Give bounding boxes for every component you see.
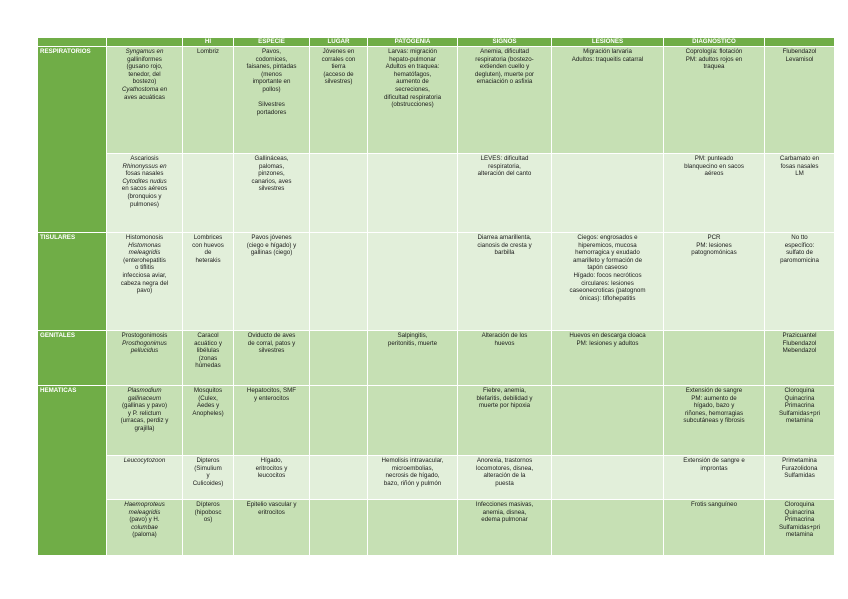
cell-line: silvestres (258, 347, 285, 355)
cell-line: hígado, bazo y (693, 402, 735, 410)
cell-line: PM: punteado (694, 155, 734, 162)
cell-line: hepato-pulmonar (389, 55, 436, 63)
cell-line: Caracol (197, 332, 219, 339)
header-cell-diagnostico: DIAGNOSTICO (664, 38, 765, 47)
tratamiento-cell (765, 386, 835, 456)
cell-line: Primetamina (782, 457, 817, 464)
diagnostico-cell (664, 456, 765, 500)
cell-line: Syngamus en (125, 48, 164, 55)
cell-line: fosas nasales (125, 170, 164, 178)
cell-line: alteración de la (483, 472, 526, 480)
especie-cell (234, 386, 310, 456)
cell-line: (hipobosc (194, 508, 222, 516)
cell-line: puesta (495, 479, 514, 487)
cell-line: Pavos, (262, 48, 281, 55)
cell-line: portadores (256, 108, 287, 116)
cell-line: tenedor, del (128, 70, 161, 78)
cell-line: faisanes, pintadas (246, 63, 297, 71)
cell-line: (enterohepatitis (123, 256, 166, 264)
cell-line: Mebendazol (782, 347, 817, 355)
cell-line: específico: (784, 241, 815, 249)
cell-line: Cytodites nudus (122, 177, 167, 185)
cell-line: Ciegos: engrosados e (577, 234, 638, 241)
cell-line: Plasmodium (127, 387, 162, 394)
cell-line: aumento de (396, 78, 429, 86)
cell-line: grajilla) (134, 424, 155, 432)
lugar-cell (310, 47, 368, 154)
table-row (38, 500, 835, 556)
cell-line: (obstrucciones) (391, 101, 434, 109)
cell-line: Salpingitis, (397, 332, 428, 339)
cell-line: No tto (791, 234, 808, 241)
header-cell-especie: ESPECIE (234, 38, 310, 47)
table-row (38, 47, 835, 154)
cell-line: Sulfamidas+pri (778, 409, 821, 417)
cell-line: (acceso de (323, 70, 354, 78)
patogenia-cell (368, 500, 458, 556)
cell-line: húmedas (195, 362, 221, 370)
cell-line: Anemia, dificultad (480, 48, 529, 55)
patogenia-cell (368, 154, 458, 233)
cell-line: Haemoproteus (124, 501, 165, 508)
lesiones-cell (552, 47, 664, 154)
cell-line: ónicas): tiflohepatitis (579, 294, 636, 302)
tratamiento-cell (765, 500, 835, 556)
tratamiento-cell (765, 47, 835, 154)
header-cell-tratamiento (765, 38, 835, 47)
cell-line: (Simulium (194, 464, 222, 472)
cell-line: pinzones, (258, 170, 285, 178)
signos-cell (458, 456, 552, 500)
tratamiento-cell (765, 331, 835, 386)
especie-cell (234, 500, 310, 556)
cell-line: subcutáneas y fibrosis (683, 417, 745, 425)
agent-cell (107, 233, 183, 331)
cell-line: Silvestres (258, 101, 285, 109)
lesiones-cell (552, 456, 664, 500)
cell-line: en sacos aéreos (121, 185, 168, 193)
cell-line: amarilleto y formación de (572, 256, 643, 264)
category-hematicas: HEMATICAS (38, 386, 107, 556)
cell-line: acuático y (194, 339, 222, 347)
cell-line: metamina (785, 417, 814, 425)
agent-cell (107, 47, 183, 154)
cell-line: (menos (261, 70, 282, 78)
cell-line: silvestres) (324, 78, 353, 86)
table-row (38, 331, 835, 386)
cell-line: Quinacrina (784, 508, 815, 516)
cell-line: pulmones) (130, 200, 159, 208)
agent-cell (107, 456, 183, 500)
cell-line: (zonas (198, 354, 218, 362)
cell-line: bazo, riñón y pulmón (383, 479, 442, 487)
cell-line: locomotores, disnea, (475, 464, 534, 472)
cell-line: palomas, (258, 162, 285, 170)
cell-line: respiratoria, (488, 162, 521, 170)
hi-cell (183, 386, 234, 456)
diagnostico-cell (664, 47, 765, 154)
agent-cell (107, 500, 183, 556)
cell-line: Dipteros (196, 457, 220, 464)
hi-cell (183, 154, 234, 233)
cell-line: degluten), muerte por (474, 70, 535, 78)
cell-line: gallinaceum (127, 394, 162, 402)
cell-line: Jóvenes en (322, 48, 355, 55)
cell-line: Sulfamidas (784, 472, 815, 480)
signos-cell (458, 154, 552, 233)
cell-line: Flubendazol (782, 48, 817, 55)
header-cell-hi: HI (183, 38, 234, 47)
cell-line: codornices, (255, 55, 288, 63)
table-row (38, 386, 835, 456)
header-cell-category (38, 38, 107, 47)
signos-cell (458, 500, 552, 556)
cell-line: Cloroquina (784, 387, 815, 394)
cell-line: Furazolidona (781, 464, 818, 472)
cell-line: importante en (252, 78, 291, 86)
cell-line: Prosthogonimus (122, 339, 167, 347)
cell-line: Hepatocitos, SMF (246, 387, 297, 394)
cell-line: dificultad respiratoria (383, 93, 442, 101)
cell-line: Migración larvaria (583, 48, 632, 55)
cell-line: bostezo) (132, 78, 157, 86)
lugar-cell (310, 456, 368, 500)
cell-line: improntas (700, 464, 728, 472)
cell-line: de (204, 249, 212, 257)
cell-line: Hígado: focos necróticos (573, 271, 642, 279)
cell-line: Mosquitos (193, 387, 223, 394)
category-tisulares: TISULARES (38, 233, 107, 331)
parasitology-table (37, 37, 835, 556)
cell-line: Dípteros (196, 501, 220, 508)
signos-cell (458, 386, 552, 456)
cell-line: Fiebre, anemia, (483, 387, 526, 394)
table-row (38, 456, 835, 500)
cell-line: anemia, disnea, (482, 508, 527, 516)
cell-line: Leucocytozoon (123, 457, 166, 464)
cell-line: (urracas, perdiz y (120, 417, 169, 425)
lesiones-cell (552, 500, 664, 556)
hi-cell (183, 500, 234, 556)
cell-line: pavo) (136, 287, 153, 295)
cell-line: metamina (785, 531, 814, 539)
cell-line: emaciación o asfixia (476, 78, 533, 86)
cell-line: infecciosa aviar, (122, 271, 167, 279)
cell-line: huevos (494, 339, 515, 347)
cell-line: Gallináceas, (254, 155, 289, 162)
cell-line: patognomónicas (691, 249, 737, 257)
cell-line: (paloma) (132, 531, 157, 539)
cell-line: PM: aumento de (691, 394, 737, 402)
cell-line: PM: lesiones y adultos (576, 339, 639, 347)
cell-line: Primacrina (784, 516, 815, 524)
lugar-cell (310, 500, 368, 556)
tratamiento-cell (765, 154, 835, 233)
cell-line: (ciego e hígado) y (246, 241, 297, 249)
cell-line: Diarrea amarillenta, (477, 234, 532, 241)
cell-line: LEVES: dificultad (480, 155, 529, 162)
cell-line: Cloroquina (784, 501, 815, 508)
patogenia-cell (368, 331, 458, 386)
diagnostico-cell (664, 331, 765, 386)
cell-line: barbilla (494, 249, 515, 257)
cell-line: silvestres (258, 185, 285, 193)
cell-line: (bronquios y (127, 192, 162, 200)
cell-line: Ascariosis (130, 155, 159, 162)
header-cell-agent (107, 38, 183, 47)
cell-line: meleagridis (128, 249, 161, 257)
cell-line: o tiflitis (135, 264, 154, 272)
lesiones-cell (552, 233, 664, 331)
cell-line: y P. relictum (127, 409, 162, 417)
cell-line: paromomicina (780, 256, 819, 264)
header-cell-lesiones: LESIONES (552, 38, 664, 47)
hi-cell (183, 47, 234, 154)
cell-line: (gusano rojo, (126, 63, 163, 71)
diagnostico-cell (664, 154, 765, 233)
cell-line: Histomonosis (125, 234, 164, 241)
cell-line: Huevos en descarga cloaca (569, 332, 646, 339)
cell-line: columbae (131, 523, 158, 531)
cell-line: PCR (707, 234, 721, 241)
cell-line: Cyathostoma en (121, 85, 168, 93)
cell-line: (Culex, (198, 394, 218, 402)
cell-line: meleagridis (128, 508, 161, 516)
cell-line: PM: adultos rojos en (685, 55, 743, 63)
cell-line: cabeza negra del (120, 279, 169, 287)
cell-line: pollos) (262, 85, 281, 93)
cell-line: Coprología: flotación (685, 48, 743, 55)
hi-cell (183, 233, 234, 331)
cell-line: blanquecino en sacos (684, 162, 744, 170)
tratamiento-cell (765, 233, 835, 331)
table-row (38, 154, 835, 233)
lugar-cell (310, 331, 368, 386)
cell-line: Adultos en traquea: (385, 63, 440, 71)
cell-line: os) (203, 516, 213, 524)
cell-line: hematófagos, (393, 70, 432, 78)
lesiones-cell (552, 331, 664, 386)
cell-line: Hígado, (260, 457, 283, 464)
lesiones-cell (552, 154, 664, 233)
cell-line: aves acuáticas (124, 93, 165, 101)
header-cell-patogenia: PATOGENIA (368, 38, 458, 47)
cell-line: fosas nasales (780, 162, 819, 170)
patogenia-cell (368, 47, 458, 154)
cell-line: riñones, hemorragias (684, 409, 744, 417)
agent-cell (107, 331, 183, 386)
cell-line: Lombrices (193, 234, 223, 241)
cell-line: Lombriz (196, 48, 219, 55)
cell-line: Quinacrina (784, 394, 815, 402)
cell-line: y enterocitos (253, 394, 290, 402)
cell-line: eritrocitos (258, 508, 285, 516)
cell-line: galliniformes (127, 55, 162, 63)
especie-cell (234, 456, 310, 500)
diagnostico-cell (664, 233, 765, 331)
cell-line: blefaritis, debilidad y (476, 394, 533, 402)
cell-line: necrosis de hígado, (385, 472, 440, 480)
cell-line: Larvas: migración (388, 48, 437, 55)
cell-line: Histomonas (128, 241, 161, 249)
cell-line: Culicoides) (192, 479, 224, 487)
agent-cell (107, 154, 183, 233)
cell-line: traquea (703, 63, 725, 71)
especie-cell (234, 154, 310, 233)
cell-line: secreciones, (395, 85, 430, 93)
patogenia-cell (368, 233, 458, 331)
signos-cell (458, 47, 552, 154)
cell-line: Infecciones masivas, (475, 501, 534, 508)
cell-line: extienden cuello y (479, 63, 530, 71)
category-respiratorios: RESPIRATORIOS (38, 47, 107, 233)
cell-line: Aedes y (196, 402, 220, 410)
cell-line: Rhinonyssus en (122, 162, 167, 170)
cell-line: (gallinas y pavo) (121, 402, 168, 410)
agent-cell (107, 386, 183, 456)
cell-line: cianosis de cresta y (477, 241, 532, 249)
especie-cell (234, 331, 310, 386)
cell-line: hemorragica y exudado (575, 249, 640, 257)
cell-line: muerte por hipoxia (478, 402, 531, 410)
cell-line: Prazicuantel (782, 332, 817, 339)
tratamiento-cell (765, 456, 835, 500)
header-cell-lugar: LUGAR (310, 38, 368, 47)
diagnostico-cell (664, 500, 765, 556)
cell-line: aéreos (704, 170, 724, 178)
cell-line: Carbamato en (779, 155, 820, 162)
cell-line: Flubendazol (782, 339, 817, 347)
cell-line: Oviducto de aves (247, 332, 296, 339)
cell-line: microembolias, (391, 464, 434, 472)
cell-line: peritonitis, muerte (387, 339, 438, 347)
cell-line: tierra (331, 63, 346, 71)
cell-line: circulares: lesiones (581, 279, 634, 287)
lugar-cell (310, 154, 368, 233)
cell-line: Primacrina (784, 402, 815, 410)
cell-line: edema pulmonar (481, 516, 528, 524)
cell-line: Hemolisis intravacular, (381, 457, 444, 464)
cell-line: Prostogonimosis (121, 332, 168, 339)
cell-line: respiratoria (bostezo- (475, 55, 534, 63)
cell-line: Frotis sanguíneo (690, 501, 738, 508)
cell-line: Epitelio vascular y (246, 501, 297, 508)
cell-line: Alteración de los (481, 332, 528, 339)
table-row (38, 233, 835, 331)
diagnostico-cell (664, 386, 765, 456)
cell-line: Extensión de sangre (685, 387, 743, 394)
especie-cell (234, 233, 310, 331)
cell-line: Extensión de sangre e (683, 457, 745, 464)
cell-line: LM (795, 170, 804, 178)
signos-cell (458, 331, 552, 386)
header-cell-signos: SIGNOS (458, 38, 552, 47)
cell-line: Pavos jóvenes (251, 234, 292, 241)
especie-cell (234, 47, 310, 154)
cell-line: sulfato de (786, 249, 813, 257)
lesiones-cell (552, 386, 664, 456)
hi-cell (183, 331, 234, 386)
cell-line: tapón caseoso (587, 264, 628, 272)
cell-line: Anopheles) (192, 409, 224, 417)
signos-cell (458, 233, 552, 331)
cell-line (236, 94, 307, 102)
lugar-cell (310, 386, 368, 456)
cell-line: leucocitos (257, 472, 286, 480)
lugar-cell (310, 233, 368, 331)
patogenia-cell (368, 386, 458, 456)
patogenia-cell (368, 456, 458, 500)
header-row (38, 38, 835, 47)
cell-line: canarios, aves (251, 177, 292, 185)
cell-line: eritrocitos y (255, 464, 288, 472)
cell-line: Sulfamidas+pri (778, 523, 821, 531)
cell-line: con huevos (192, 241, 224, 249)
cell-line: de corral, patos y (247, 339, 296, 347)
cell-line: pellucidus (130, 347, 159, 355)
hi-cell (183, 456, 234, 500)
cell-line: Anorexia, trastornos (476, 457, 533, 464)
cell-line: libélulas (196, 347, 220, 355)
cell-line: Levamisol (785, 55, 814, 63)
cell-line: alteración del canto (477, 170, 532, 178)
cell-line: (pavo) y H. (129, 516, 160, 524)
cell-line: PM: lesiones (696, 241, 732, 249)
cell-line: corrales con (321, 55, 356, 63)
cell-line: caseonecroticas (patognom (569, 287, 646, 295)
cell-line: gallinas (ciego) (250, 249, 293, 257)
cell-line: y (206, 472, 210, 480)
cell-line: heterakis (195, 256, 221, 264)
category-genitales: GENITALES (38, 331, 107, 386)
cell-line: Adultos: traqueitis catarral (571, 55, 644, 63)
cell-line: hiperemicos, mucosa (578, 241, 637, 249)
